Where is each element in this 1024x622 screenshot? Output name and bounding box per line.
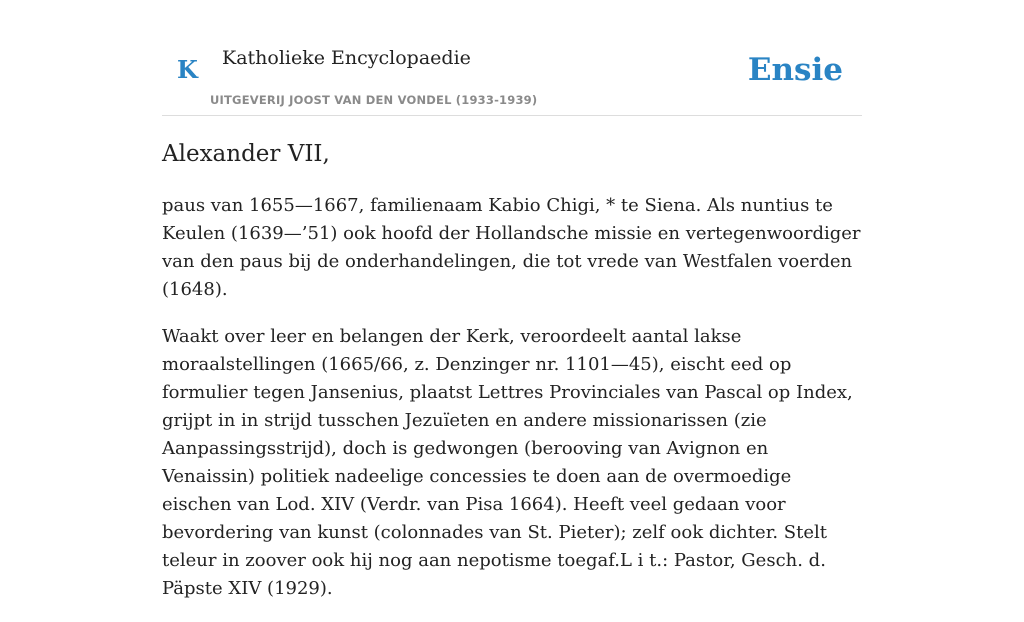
site-header [162, 0, 862, 116]
publisher-subtitle: UITGEVERIJ JOOST VAN DEN VONDEL (1933-1939) [210, 93, 538, 107]
entry-body [162, 192, 862, 622]
entry-title: Alexander VII, [162, 141, 330, 167]
page [162, 0, 862, 599]
entry-paragraph: Waakt over leer en belangen der Kerk, veroordeelt aantal lakse moraalstellingen (1665/66, z. Denzinger nr. 1101—45), eischt eed op formulier tegen Jansenius, plaatst Lettres Provinciales van Pascal op Index, grijpt in in strijd tusschen Jezuïeten en andere missionarissen (zie Aanpassingsstrijd), doch is gedwongen (berooving van Avignon en Venaissin) politiek nadeelige concessies te doen aan de overmoedige eischen van Lod. XIV (Verdr. van Pisa 1664). Heeft veel gedaan voor bevordering van kunst (colonnades van St. Pieter); zelf ook dichter. Stelt teleur in zoover ook hij nog aan nepotisme toegaf.L i t.: Pastor, Gesch. d. Päpste XIV (1929). [162, 326, 853, 599]
entry-paragraph: paus van 1655—1667, familienaam Kabio Chigi, * te Siena. Als nuntius te Keulen (1639—’51) ook hoofd der Hollandsche missie en vertegenwoordiger van den paus bij de onderhandelingen, die tot vrede van Westfalen voerden (1648). [162, 195, 861, 300]
ensie-brand-logo[interactable]: Ensie [747, 52, 843, 88]
encyclopedia-logo-icon[interactable]: K [177, 55, 198, 84]
site-title[interactable]: Katholieke Encyclopaedie [222, 47, 471, 69]
